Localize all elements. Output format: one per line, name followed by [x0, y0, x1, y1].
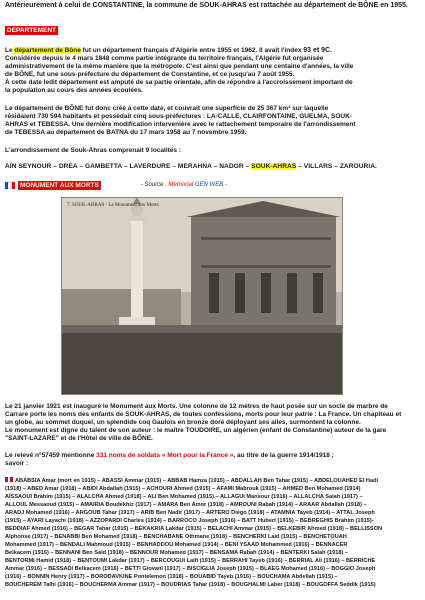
dept-p1-line-6: la population au cours des années écoulées. — [5, 86, 143, 94]
dept-p1-line-5: À cette date ledit département est amputé de sa partie orientale, afin de répondre à l'accroissement important de — [5, 78, 353, 86]
names-line: ARADJ Mohamed (1916) – ARGOUB Tahar (1917) – ARIB Ben Nadir (1917) – ARTERO Diégo (1918) – ATAMNIA Tayeb (1914) – ATTAL Joseph — [5, 509, 375, 516]
names-line: Ammar (1916) – BESSADI Belkacem (1916) – BETTI Giovani (1917) – BISCIGLIA Joseph (1915) – BLAEG Mohamed (1916) – BOGGIO Joseph — [5, 565, 376, 572]
hall-arch — [261, 273, 271, 313]
monument-heading: MONUMENT AUX MORTS — [20, 181, 99, 189]
crowd — [61, 329, 343, 395]
dept-p1-line-2: Considérée depuis le 4 mars 1848 comme partie intégrante du territoire français, l'Algérie fut organisée — [5, 54, 324, 62]
dept-p2-line-1: Le département de BÔNE fut donc créé à cette date, et couvrait une superficie de 25 367 km² sur laquelle — [5, 104, 329, 112]
names-line: (1916) – BONNIN Henry (1917) – BORODAVKINE Pontelemon (1918) – BOUABID Tayeb (1916) – BOUCHAMA Abdellah (1915) – — [5, 573, 338, 580]
dept-p1-line-1 — [5, 47, 420, 55]
departement-paragraph-1 — [5, 47, 420, 95]
source-credit — [141, 182, 227, 188]
dept-p1-line-3: administrativement de la même manière que la métropole. C'est ainsi que pendant une centaine d'années, la ville — [5, 62, 354, 70]
hall-arch — [313, 273, 323, 313]
names-line: BENTORMI Hamid (1918) – BENTOUMI Lakdar (1917) – BERCOUGUI Laifi (1915) – BERRAHI Tayeb (1916) – BERRIAL Ali (1916) – BERRICHE — [5, 557, 376, 564]
index-text: 93 et 9C — [303, 46, 331, 54]
dept-p2-line-3: AHRAS et TEBESSA. Une dernière modification intervenière avec le rattachement temporaire de l'arrondissement — [5, 120, 356, 128]
names-line: (1915) – AYARI Layachi (1918) – AZZOPARDI Charles (1914) – BARROCO Joseph (1916) – BATT Hubert (1915) – BEBREGHIS Brahim (1915)- — [5, 517, 374, 524]
photo-caption: 7. SOUK-AHRAS - Le Monument aux Morts — [67, 202, 159, 208]
localities-text: AÏN SEYNOUR – DREA – GAMBETTA – LAVERDURE – MERAHNA – NADOR – — [5, 162, 252, 170]
text-run: . — [330, 46, 332, 54]
highlighted-locality: SOUK-AHRAS — [251, 162, 297, 170]
text-run: , au titre de la guerre 1914/1918 ; — [233, 451, 334, 459]
soldier-names-list — [5, 477, 420, 589]
hall-arch — [209, 273, 219, 313]
names-line: Alphonse (1917) – BENABBI Ben Mohamed (1918) – BENCHABANE Othmane (1918) – BENCHERKI Laid (1915) – BENCHETOUAH — [5, 533, 347, 540]
names-text: ABABSIA Amar (mort en 1915) – ABASSI Ammar (1915) – ABBAB Hamza (1915) – ABDALLAH Ben Tahar (1915) – ABDELOUAHED El Hadi — [15, 477, 379, 484]
hall-band — [201, 237, 331, 240]
names-line: BEDDIAF Ahmed (1916) – BEGAR Tahar (1915) – BEKAKRIA Lakdar (1915) – BELACHI Ammar (1915) – BELKEBIR Ahmed (1918) – BELLISSON — [5, 525, 383, 532]
hall-arch — [235, 273, 245, 313]
text-run: Le — [5, 46, 15, 54]
dept-p2-line-4: de TEBESSA au département de BATNA du 17 mars 1958 au 7 novembre 1959. — [5, 128, 247, 136]
inaug-line-3: un globe, au sommet duquel, un splendide coq Gaulois en bronze doré déployant ses ailes, surmontent la colonne. — [5, 418, 361, 426]
names-line: (1918) – ABED Amar (1918) – ABIDI Abdallah (1915) – ACHOURI Ahmed (1915) – AFAMI Mabrouk (1915) – AHMED Ben Mohamed (1914) — [5, 485, 361, 492]
inaug-line-2: Carrare porte les noms des enfants de SOUK-AHRAS, de toutes confessions, morts pour leur patrie : La France. Un chapiteau et — [5, 410, 402, 418]
hall-band — [201, 265, 331, 268]
dept-p2-line-2: résidaient 730 594 habitants et possédait cinq sous-préfectures : LA-CALLE, CLAIRFONTAINE, GUELMA, SOUK- — [5, 112, 352, 120]
names-line: Mohammed (1917) – BENDALI Mahmoud (1915) – BENHADDOU Mohamed (1914) – BENI YSAAD Mohammed (1916) – BENNACER — [5, 541, 348, 548]
france-flag-icon — [5, 477, 13, 482]
inaug-line-1: Le 21 janvier 1921 est inauguré le Monument aux Morts. Une colonne de 12 mètres de haut posée sur un socle de marbre de — [5, 402, 388, 410]
monument-photo — [61, 197, 343, 395]
arrondissement-title: L'arrondissement de Souk-Ahras comprenait 9 localités : — [5, 146, 182, 154]
intro-text: Antérieurement à celui de CONSTANTINE, la commune de SOUK-AHRAS est rattachée au département de BÔNE en 1955. — [5, 2, 408, 9]
hall-arch — [287, 273, 297, 313]
names-line — [5, 477, 420, 485]
names-line: BOUCHEREM Talhi (1916) – BOUCHERMA Ammar (1917) – BOUDRIAS Tahar (1918) – BOUGHALMI Laber (1918) – BOUGOFFA Seddik (1915) — [5, 581, 376, 588]
soldier-count: 331 noms de soldats « Mort pour la France » — [96, 451, 234, 459]
departement-heading: DEPARTEMENT — [7, 26, 56, 34]
text-run: fut un département français d'Algérie entre 1955 et 1962. Il avait l'index — [80, 46, 304, 54]
localities-list — [5, 163, 420, 170]
releve-line-2: savoir : — [5, 459, 29, 467]
source-prefix: - Source : — [140, 182, 169, 189]
names-line: Belkacem (1916) – BENNANI Ben Saïd (1918) – BENNOUR Mohamed (1917) – BENSAMA Rabah (1914) – BENTERKI Salah (1918) – — [5, 549, 348, 556]
memorial-column — [131, 219, 143, 329]
dept-p1-line-4: de BÔNE, fut une sous-préfecture du département de Constantine, et ce jusqu'au 7 août 1955. — [5, 70, 295, 78]
france-flag-icon — [5, 182, 15, 189]
localities-text: – VILLARS – ZAROURIA. — [296, 162, 377, 170]
inauguration-paragraph — [5, 403, 420, 443]
releve-paragraph — [5, 452, 420, 468]
names-line: AÏSSAOUI Brahim (1915) – ALALCHA Ahmed (1918) – ALI Ben Mohamed (1915) – ALLAGUI Mansour (1916) – ALLALCHA Salah (1917) – — [5, 493, 363, 500]
crowd-edge — [61, 325, 343, 333]
inaug-line-5: "SAINT-LAZARE" et de l'Hôtel de ville de BÔNE. — [5, 434, 153, 442]
releve-line-1 — [5, 452, 420, 460]
source-name[interactable]: Mémorial — [168, 182, 194, 189]
source-suffix[interactable]: GEN WEB - — [193, 182, 227, 189]
monument-heading-row — [5, 180, 420, 191]
inaug-line-4: Le monument est digne du talent de son auteur : le maître TOUDOIRE, un algérien (enfant de Constantine) auteur de la gare — [5, 426, 387, 434]
highlighted-text: département de Bône — [14, 46, 81, 54]
names-line: ALLOUL Messaoud (1915) – AMAIRIA Boudekhiz (1917) – AMARA Ben Amor (1918) – AMROUNI Rabah (1914) – ARAAR Abdallah (1918) – — [5, 501, 367, 508]
departement-paragraph-2 — [5, 105, 420, 137]
text-run: Le relevé n°57459 mentionne — [5, 451, 97, 459]
